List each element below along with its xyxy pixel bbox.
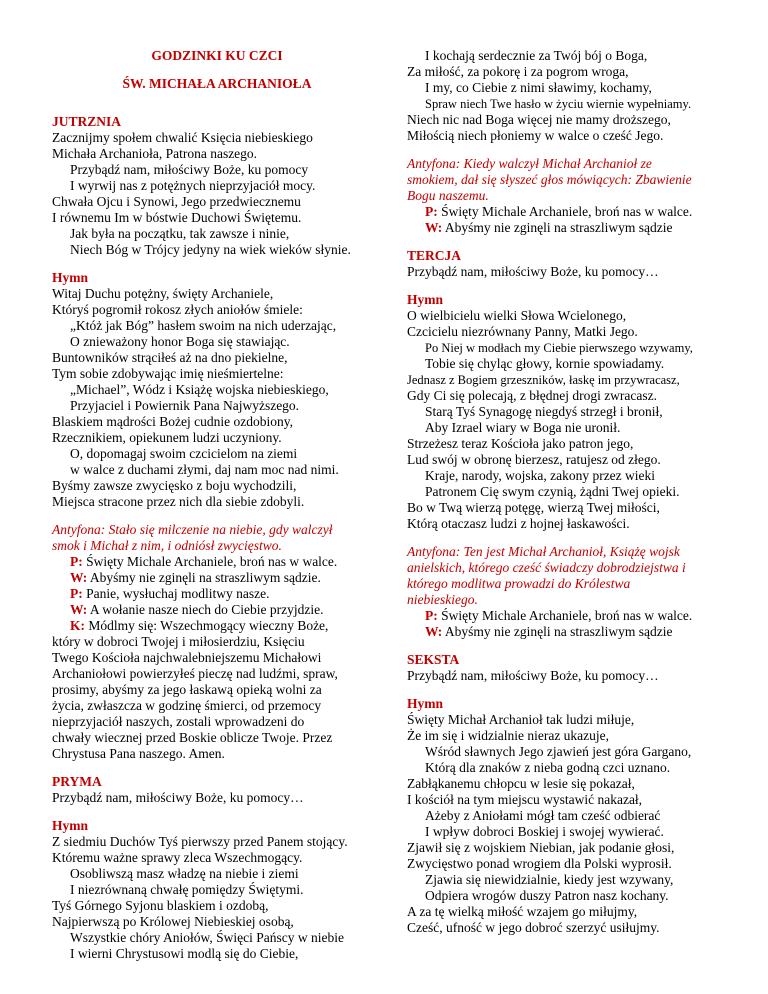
text-line: Najpierwszą po Królowej Niebieskiej osobą, [52, 914, 294, 929]
text-line: Jednasz z Bogiem grzeszników, łaskę im przywracasz, [407, 373, 680, 387]
text-line: O znieważony honor Boga się stawiając. [70, 334, 290, 349]
prayer-line: Twego Kościoła najchwalebniejszemu Michałowi [52, 650, 322, 665]
text-line: Osobliwszą masz władzę na niebie i ziemi [70, 866, 299, 881]
response-label: W: [425, 624, 443, 639]
antyfona-line: Bogu naszemu. [407, 188, 489, 203]
text-line: Cześć, ufność w jego dobroć szerzyć usiłujmy. [407, 920, 660, 935]
text-line: Bo w Twą wierzą potęgę, wierzą Twej miłości, [407, 500, 660, 515]
text-line: Miłością niech płoniemy w walce o cześć Jego. [407, 128, 664, 143]
text-line: I wyrwij nas z potężnych nieprzyjaciół mocy. [70, 178, 316, 193]
response-label: P: [70, 554, 83, 569]
text-line: Spraw niech Twe hasło w życiu wiernie wypełniamy. [425, 97, 692, 111]
text-line: Za miłość, za pokorę i za pogrom wroga, [407, 64, 629, 79]
text-line: Starą Tyś Synagogę niegdyś strzegł i bronił, [425, 404, 663, 419]
text-line: Zjawił się z wojskiem Niebian, jak podanie głosi, [407, 840, 675, 855]
text-line: Zwycięstwo ponad wrogiem dla Polski wyprosił. [407, 856, 672, 871]
text-line: Aby Izrael wiary w Boga nie uronił. [425, 420, 621, 435]
text-line: I równemu Im w bóstwie Duchowi Świętemu. [52, 210, 302, 225]
text-line: Jak była na początku, tak zawsze i ninie, [70, 226, 290, 241]
text-line: Po Niej w modłach my Ciebie pierwszego wzywamy, [425, 341, 693, 355]
response-text: Święty Michale Archaniele, broń nas w walce. [441, 608, 693, 623]
antyfona-line [407, 156, 652, 172]
hymn-label: Hymn [407, 292, 444, 307]
text-line: Strzeżesz teraz Kościoła jako patron jego, [407, 436, 634, 451]
prayer-line: który w dobroci Twojej i miłosierdziu, Księciu [52, 634, 305, 649]
section-heading-seksta: SEKSTA [407, 652, 460, 667]
text-line: Witaj Duchu potężny, święty Archaniele, [52, 286, 274, 301]
text-line: O, dopomagaj swoim czcicielom na ziemi [70, 446, 298, 461]
text-line: Przybądź nam, miłościwy Boże, ku pomocy… [52, 790, 304, 805]
text-line: I kościół na tym miejscu wystawić nakazał, [407, 792, 643, 807]
response-text: Święty Michale Archaniele, broń nas w walce. [441, 204, 693, 219]
antyfona-label: Antyfona: [407, 156, 461, 171]
text-line: Odpiera wrogów duszy Patron nasz kochany. [425, 888, 669, 903]
response-label: P: [425, 204, 438, 219]
text-line: Blaskiem mądrości Bożej cudnie ozdobiony, [52, 414, 293, 429]
hymn-label: Hymn [52, 270, 89, 285]
antyfona-line: anielskich, którego cześć świadczy dobrodziejstwa i [407, 560, 686, 575]
response-label: P: [70, 586, 83, 601]
text-line: „Któż jak Bóg” hasłem swoim na nich uderzając, [70, 318, 337, 333]
response-label: W: [425, 220, 443, 235]
text-line: Święty Michał Archanioł tak ludzi miłuje, [407, 712, 635, 727]
response-text: A wołanie nasze niech do Ciebie przyjdzie. [89, 602, 324, 617]
text-line: Gdy Ci się polecają, z błędnej drogi zwracasz. [407, 388, 658, 403]
response-text: Abyśmy nie zginęli na straszliwym sądzie [444, 220, 673, 235]
text-line: Lud swój w obronę bierzesz, ratujesz od złego. [407, 452, 661, 467]
response-line [52, 570, 321, 586]
text-line: Rzecznikiem, opiekunem ludzi uczyniony. [52, 430, 282, 445]
text-line: Którą dla znaków z nieba godną czci uznano. [425, 760, 671, 775]
response-text: Panie, wysłuchaj modlitwy nasze. [86, 586, 270, 601]
text-line: Wśród sławnych Jego zjawień jest góra Gargano, [425, 744, 692, 759]
hymn-label: Hymn [407, 696, 444, 711]
text-line: Chwała Ojcu i Synowi, Jego przedwiecznemu [52, 194, 301, 209]
text-line: Czcicielu niezrównany Panny, Matki Jego. [407, 324, 638, 339]
response-text: Abyśmy nie zginęli na straszliwym sądzie. [89, 570, 321, 585]
prayer-line: chwały wiecznej przed Boskie oblicze Twoje. Przez [52, 730, 333, 745]
response-line [52, 586, 269, 602]
text-line: Michała Archanioła, Patrona naszego. [52, 146, 258, 161]
prayer-line: Archaniołowi powierzyłeś pieczę nad ludźmi, spraw, [52, 666, 338, 681]
text-line: A za tę wielką miłość wzajem go miłujmy, [407, 904, 638, 919]
text-line: Niech Bóg w Trójcy jedyny na wiek wieków słynie. [70, 242, 351, 257]
text-line: Wszystkie chóry Aniołów, Święci Pańscy w niebie [70, 930, 344, 945]
text-line: Zabłąkanemu chłopcu w lesie się pokazał, [407, 776, 635, 791]
response-label: P: [425, 608, 438, 623]
antyfona-line: smok i Michał z nim, i odniósł zwycięstwo. [52, 538, 282, 553]
text-line: Niech nic nad Boga więcej nie mamy droższego, [407, 112, 671, 127]
response-label: K: [70, 618, 85, 633]
text-line: I kochają serdecznie za Twój bój o Boga, [425, 48, 648, 63]
text-line: „Michael”, Wódz i Książę wojska niebieskiego, [70, 382, 329, 397]
response-line [407, 624, 672, 640]
response-text: Święty Michale Archaniele, broń nas w walce. [86, 554, 338, 569]
text-line: Zacznijmy społem chwalić Księcia niebieskiego [52, 130, 313, 145]
text-line: Byśmy zawsze zwycięsko z boju wychodzili, [52, 478, 297, 493]
antyfona-line: smokiem, dał się słyszeć głos mówiących: Zbawienie [407, 172, 692, 187]
response-text: Abyśmy nie zginęli na straszliwym sądzie [444, 624, 673, 639]
section-heading-jutrznia: JUTRZNIA [52, 114, 122, 129]
response-line [52, 602, 323, 618]
text-line: Patronem Cię swym czynią, żądni Twej opieki. [425, 484, 680, 499]
text-line: Przybądź nam, miłościwy Boże, ku pomocy [70, 162, 309, 177]
antyfona-line [52, 522, 332, 538]
document-subtitle: ŚW. MICHAŁA ARCHANIOŁA [122, 76, 312, 91]
text-line: Któremu ważne sprawy zleca Wszechmogący. [52, 850, 303, 865]
text-line: Miejsca stracone przez nich dla siebie zdobyli. [52, 494, 305, 509]
text-line: Z siedmiu Duchów Tyś pierwszy przed Panem stojący. [52, 834, 348, 849]
section-heading-tercja: TERCJA [407, 248, 462, 263]
prayer-line: Chrystusa Pana naszego. Amen. [52, 746, 225, 761]
text-line: Tym sobie zdobywając imię nieśmiertelne: [52, 366, 284, 381]
text-line: O wielbicielu wielki Słowa Wcielonego, [407, 308, 627, 323]
text-line: I niezrównaną chwałę pomiędzy Świętymi. [70, 882, 304, 897]
response-line [407, 220, 672, 236]
antyfona-line: którego modlitwa prowadzi do Królestwa [407, 576, 631, 591]
antyfona-label: Antyfona: [407, 544, 461, 559]
text-line: Zjawia się niewidzialnie, kiedy jest wzywany, [425, 872, 674, 887]
text-line: Którą otaczasz ludzi z hojnej łaskawości. [407, 516, 630, 531]
text-line: Kraje, narody, wojska, zakony przez wieki [425, 468, 656, 483]
text-line: Przybądź nam, miłościwy Boże, ku pomocy… [407, 264, 659, 279]
hymn-label: Hymn [52, 818, 89, 833]
text-line: I my, co Ciebie z nimi sławimy, kochamy, [425, 80, 652, 95]
text-line: I wpływ dobroci Boskiej i swojej wywierać. [425, 824, 664, 839]
response-line [52, 554, 337, 570]
response-label: W: [70, 602, 88, 617]
section-heading-pryma: PRYMA [52, 774, 102, 789]
antyfona-line: niebieskiego. [407, 592, 478, 607]
response-line [407, 608, 692, 624]
response-line [407, 204, 692, 220]
antyfona-text: Ten jest Michał Archanioł, Książę wojsk [463, 544, 680, 559]
text-line: Tobie się chyląc głowy, kornie spowiadamy. [425, 356, 665, 371]
antyfona-line [407, 544, 680, 560]
antyfona-label: Antyfona: [52, 522, 106, 537]
response-text: Módlmy się: Wszechmogący wieczny Boże, [88, 618, 329, 633]
text-line: w walce z duchami złymi, daj nam moc nad nimi. [70, 462, 339, 477]
prayer-line: nieprzyjaciół naszych, zostali wprowadzeni do [52, 714, 305, 729]
document-title: GODZINKI KU CZCI [151, 48, 283, 63]
antyfona-text: Stało się milczenie na niebie, gdy walczył [108, 522, 333, 537]
text-line: Tyś Górnego Syjonu blaskiem i ozdobą, [52, 898, 269, 913]
text-line: Ażeby z Aniołami mógł tam cześć odbierać [425, 808, 661, 823]
prayer-line: życia, zwłaszcza w godzinę śmierci, od przemocy [52, 698, 322, 713]
text-line: Któryś pogromił rokosz złych aniołów śmiele: [52, 302, 303, 317]
text-line: I wierni Chrystusowi modlą się do Ciebie, [70, 946, 299, 961]
text-line: Przybądź nam, miłościwy Boże, ku pomocy… [407, 668, 659, 683]
text-line: Przyjaciel i Powiernik Pana Najwyższego. [70, 398, 300, 413]
prayer-line: prosimy, abyśmy za jego łaskawą opieką wolni za [52, 682, 322, 697]
response-label: W: [70, 570, 88, 585]
antyfona-text: Kiedy walczył Michał Archanioł ze [463, 156, 652, 171]
text-line: Że im się i widzialnie nieraz ukazuje, [407, 728, 610, 743]
text-line: Buntowników strąciłeś aż na dno piekielne, [52, 350, 288, 365]
response-line [52, 618, 328, 634]
